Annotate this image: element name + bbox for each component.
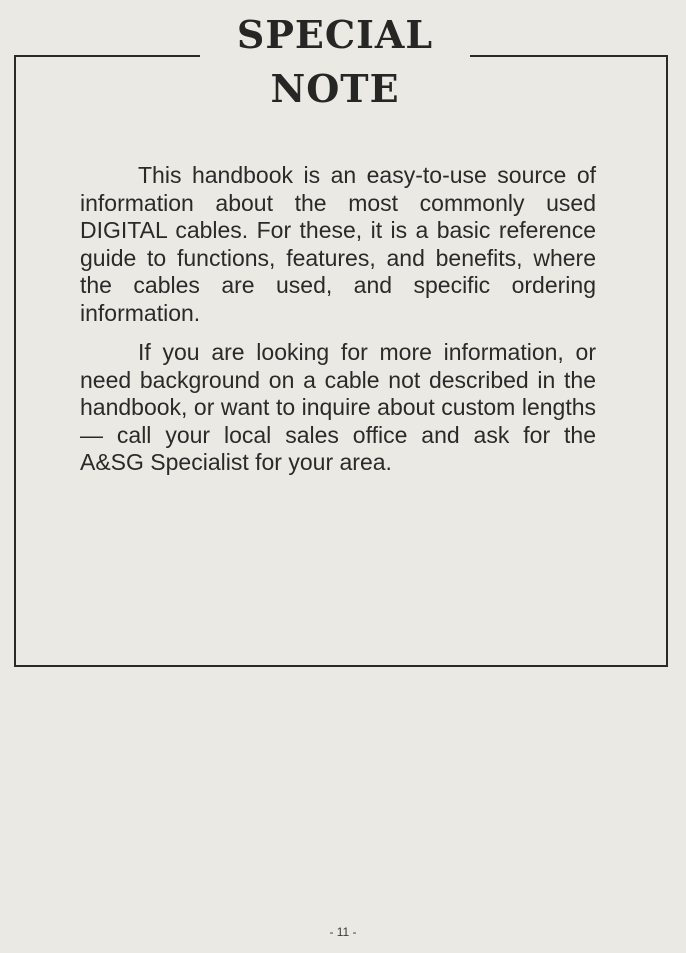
page-number: - 11 - bbox=[329, 925, 357, 939]
special-note-title bbox=[200, 8, 470, 116]
note-body bbox=[80, 162, 596, 489]
paragraph-contact: If you are looking for more information, or need background on a cable not described in the handbook, or want to inquire about custom lengths — call your local sales office and ask for the A&SG Specialist for your area. bbox=[80, 339, 596, 475]
title-line-1: SPECIAL bbox=[236, 12, 434, 57]
paragraph-intro: This handbook is an easy-to-use source of information about the most commonly used DIGITAL cables. For these, it is a basic reference guide to functions, features, and benefits, where the cables are used, and specific ordering information. bbox=[80, 162, 596, 326]
title-line-2: NOTE bbox=[270, 66, 400, 111]
